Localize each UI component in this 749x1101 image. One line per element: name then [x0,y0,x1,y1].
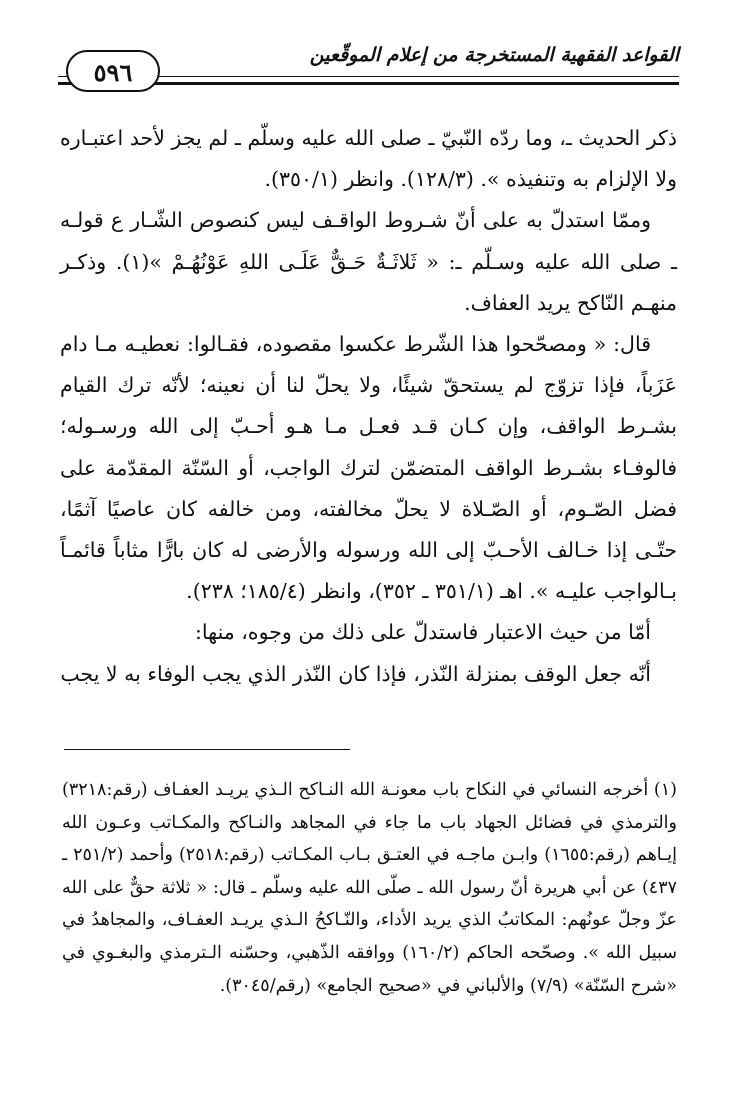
footnotes [62,774,677,1002]
paragraph-3: قال: « ومصحّحوا هذا الشّرط عكسوا مقصوده، فقـالوا: نعطيـه مـا دام عَزَباً، فإذا تزوّج لم يستحقّ شيئًا، ولا يحلّ لنا أن نعينه؛ لأنّه ترك القيام بشـرط الواقف، وإن كـان قـد فعـل مـا هـو أحـبّ إلى الله ورسـوله؛ فالوفـاء بشـرط الواقف المتضمّن لترك الواجب، أو السّنّة المقدّمة على فضل الصّـوم، أو الصّـلاة لا يحلّ مخالفته، ومن خالفه كان عاصيًا آثمًا، حتّـى إذا خـالف الأحـبّ إلى الله ورسوله والأرضى له كان بارًّا مثاباً قائمـاً بـالواجب عليـه ». اهـ (٣٥١/١ ـ ٣٥٢)، وانظر (١٨٥/٤؛ ٢٣٨). [60,332,677,604]
paragraph-2: وممّا استدلّ به على أنّ شـروط الواقـف ليس كنصوص الشّـار ع قولـه ـ صلى الله عليه وسـلّم ـ: « ثَلاثَـةٌ حَـقٌّ عَلَـى اللهِ عَوْنُهُـمْ »(١). وذكـر منهـم النّاكح يريد العفاف. [60,208,677,315]
page-number: ٥٩٦ [66,50,160,92]
page-header [58,40,679,96]
paragraph-5: أنّه جعل الوقف بمنزلة النّذر، فإذا كان النّذر الذي يجب الوفاء به لا يجب [60,661,651,686]
footnote-separator [64,749,350,750]
main-text [60,118,677,695]
paragraph-1: ذكر الحديث ـ، وما ردّه النّبيّ ـ صلى الله عليه وسلّم ـ لم يجز لأحد اعتبـاره ولا الإلزام به وتنفيذه ». (١٢٨/٣). وانظر (٣٥٠/١). [60,126,677,192]
running-title: القواعد الفقهية المستخرجة من إعلام الموقّعين [309,44,679,66]
paragraph-4: أمّا من حيث الاعتبار فاستدلّ على ذلك من وجوه، منها: [195,620,651,645]
footnote-1: (١) أخرجه النسائي في النكاح باب معونـة الله النـاكح الـذي يريـد العفـاف (رقم:٣٢١٨) والترمذي في فضائل الجهاد باب ما جاء في المجاهد والنـاكح والمكـاتب وعـون الله إيـاهم (رقم:١٦٥٥) وابـن ماجـه في العتـق بـاب المكـاتب (رقم:٢٥١٨) وأحمد (٢٥١/٢ ـ ٤٣٧) عن أبي هريرة أنّ رسول الله ـ صلّى الله عليه وسلّم ـ قال: « ثلاثة حقٌّ على الله عزّ وجلّ عونُهم: المكاتبُ الذي يريد الأداء، والنّـاكحُ الـذي يريـد العفـاف، والمجاهدُ في سبيل الله ». وصحّحه الحاكم (١٦٠/٢) ووافقه الذّهبي، وحسّنه الـترمذي والبغـوي في «شرح السّنّة» (٧/٩) والألباني في «صحيح الجامع» (رقم/٣٠٤٥). [62,780,677,996]
